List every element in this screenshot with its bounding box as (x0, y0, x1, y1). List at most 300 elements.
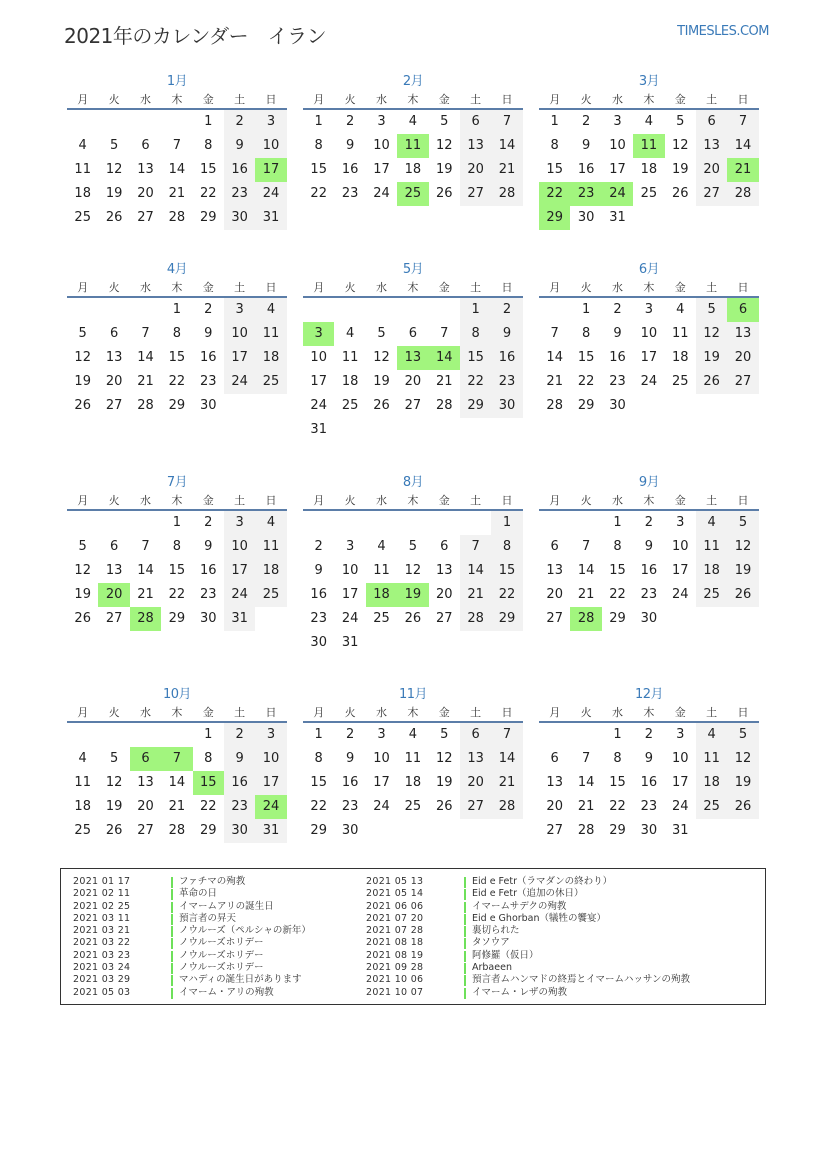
day-cell: 12 (727, 535, 758, 559)
day-cell: 20 (137, 186, 154, 201)
day-grid (303, 511, 523, 655)
month-calendar (303, 73, 523, 206)
day-cell: 29 (168, 611, 186, 626)
day-cell: 29 (609, 611, 626, 626)
day-cell: 4 (255, 298, 286, 322)
holiday-date: 2021 01 17 (73, 876, 131, 887)
day-cell: 31 (255, 819, 286, 843)
day-cell: 21 (460, 583, 491, 607)
holiday-date: 2021 10 07 (366, 986, 424, 998)
day-cell: 22 (491, 583, 522, 607)
weekday-label: 水 (375, 93, 387, 106)
day-cell: 19 (435, 162, 453, 177)
day-cell: 25 (696, 583, 727, 607)
day-cell: 31 (671, 823, 689, 838)
day-cell: 18 (255, 346, 286, 370)
day-cell: 17 (609, 162, 626, 177)
holiday-date: 2021 03 22 (73, 937, 131, 949)
day-cell: 5 (696, 298, 727, 322)
day-cell: 22 (168, 587, 186, 602)
day-cell: 26 (74, 398, 91, 413)
day-cell: 26 (373, 398, 390, 413)
weekday-label: 水 (375, 281, 387, 294)
day-cell: 9 (204, 539, 213, 554)
day-cell: 23 (341, 186, 359, 201)
day-cell: 7 (581, 751, 591, 766)
holiday-row (73, 987, 311, 999)
holiday-marker (171, 926, 173, 937)
day-cell: 31 (609, 210, 626, 225)
holiday-marker (171, 914, 173, 925)
day-grid (303, 723, 523, 843)
empty-cell (67, 511, 98, 535)
day-cell: 12 (727, 747, 758, 771)
day-cell: 6 (460, 723, 491, 747)
day-cell: 5 (727, 723, 758, 747)
weekday-label: 日 (501, 93, 513, 106)
day-cell: 22 (609, 587, 626, 602)
holiday-marker (464, 951, 466, 962)
day-cell: 10 (671, 751, 689, 766)
holiday-name: Arbaeen (472, 962, 512, 974)
day-cell: 30 (199, 398, 217, 413)
day-cell: 28 (727, 182, 758, 206)
day-cell: 17 (224, 346, 255, 370)
weekday-label: 木 (643, 281, 655, 294)
holiday-row (366, 962, 690, 974)
day-cell: 18 (404, 775, 422, 790)
day-cell: 5 (109, 138, 119, 153)
weekday-label: 日 (737, 706, 749, 719)
day-cell: 24 (640, 374, 658, 389)
weekday-label: 月 (549, 93, 561, 106)
day-cell: 31 (341, 635, 359, 650)
day-cell: 4 (345, 326, 355, 341)
weekday-label: 火 (580, 281, 592, 294)
day-cell: 12 (105, 162, 123, 177)
day-cell: 8 (581, 326, 591, 341)
day-cell: 14 (491, 134, 522, 158)
day-cell: 2 (314, 539, 323, 554)
weekday-label: 水 (611, 281, 623, 294)
day-cell: 30 (224, 206, 255, 230)
weekday-label: 月 (549, 706, 561, 719)
weekday-label: 日 (265, 281, 277, 294)
day-cell: 21 (137, 587, 154, 602)
day-cell: 15 (310, 775, 327, 790)
holiday-day-cell: 24 (255, 795, 286, 819)
weekday-label: 木 (407, 281, 419, 294)
day-cell: 27 (727, 370, 758, 394)
day-cell: 18 (696, 559, 727, 583)
day-cell: 27 (460, 182, 491, 206)
day-cell: 2 (345, 727, 355, 742)
day-cell: 10 (341, 563, 359, 578)
empty-cell (366, 511, 397, 535)
day-cell: 23 (199, 374, 217, 389)
holiday-date: 2021 02 25 (73, 900, 131, 912)
holiday-marker (171, 889, 173, 900)
day-cell: 2 (224, 110, 255, 134)
day-cell: 25 (74, 210, 91, 225)
holiday-name: ノウルーズホリデー (179, 962, 264, 974)
weekday-label: 金 (202, 706, 214, 719)
empty-cell (429, 511, 460, 535)
holiday-day-cell: 7 (161, 747, 192, 771)
day-cell: 16 (577, 162, 595, 177)
holiday-marker (464, 926, 466, 937)
weekday-header (303, 91, 523, 110)
day-cell: 29 (168, 398, 186, 413)
day-cell: 11 (696, 535, 727, 559)
day-cell: 13 (460, 134, 491, 158)
day-cell: 15 (199, 162, 217, 177)
day-cell: 26 (727, 795, 758, 819)
day-cell: 1 (204, 727, 213, 742)
day-cell: 16 (341, 775, 359, 790)
holiday-marker (464, 963, 466, 974)
day-cell: 8 (613, 539, 622, 554)
day-cell: 19 (74, 374, 91, 389)
day-cell: 12 (435, 751, 453, 766)
day-cell: 15 (577, 350, 595, 365)
holiday-day-cell: 29 (539, 206, 570, 230)
day-cell: 12 (696, 322, 727, 346)
weekday-label: 金 (202, 281, 214, 294)
holiday-day-cell: 11 (633, 134, 664, 158)
month-calendar (539, 686, 759, 843)
weekday-header (539, 704, 759, 723)
empty-cell (429, 298, 460, 322)
day-cell: 9 (491, 322, 522, 346)
day-cell: 14 (137, 563, 154, 578)
day-cell: 10 (640, 326, 658, 341)
day-cell: 29 (491, 607, 522, 631)
empty-cell (161, 110, 192, 134)
day-cell: 5 (109, 751, 119, 766)
holiday-row (366, 925, 690, 937)
day-cell: 23 (224, 795, 255, 819)
day-cell: 25 (255, 370, 286, 394)
day-cell: 18 (341, 374, 359, 389)
holiday-name: 預言者の昇天 (179, 912, 237, 924)
empty-cell (130, 723, 161, 747)
holiday-marker (464, 902, 466, 913)
empty-cell (570, 723, 601, 747)
day-cell: 17 (341, 587, 359, 602)
day-cell: 1 (314, 727, 323, 742)
month-name: 9月 (638, 475, 660, 490)
day-cell: 10 (373, 138, 390, 153)
weekday-header (539, 492, 759, 511)
day-cell: 27 (404, 398, 422, 413)
day-cell: 6 (109, 326, 119, 341)
holiday-name: Eid e Fetr（ラマダンの終わり） (472, 876, 613, 887)
holiday-day-cell: 20 (98, 583, 129, 607)
day-cell: 22 (199, 799, 217, 814)
month-name: 5月 (402, 262, 424, 277)
day-cell: 21 (546, 374, 563, 389)
weekday-label: 水 (611, 494, 623, 507)
day-cell: 16 (640, 563, 658, 578)
holiday-day-cell: 28 (570, 607, 601, 631)
day-cell: 28 (168, 823, 186, 838)
day-cell: 4 (408, 727, 417, 742)
weekday-label: 日 (501, 281, 513, 294)
day-cell: 17 (373, 775, 390, 790)
weekday-label: 火 (108, 494, 120, 507)
month-name: 12月 (634, 687, 664, 702)
day-cell: 25 (640, 186, 658, 201)
day-cell: 14 (546, 350, 563, 365)
holiday-day-cell: 22 (539, 182, 570, 206)
weekday-label: 火 (344, 706, 356, 719)
day-cell: 19 (727, 559, 758, 583)
day-cell: 8 (460, 322, 491, 346)
day-cell: 27 (696, 182, 727, 206)
day-cell: 25 (341, 398, 359, 413)
day-cell: 13 (137, 162, 154, 177)
day-cell: 16 (224, 771, 255, 795)
day-cell: 3 (676, 727, 685, 742)
day-cell: 26 (435, 186, 453, 201)
day-cell: 30 (224, 819, 255, 843)
weekday-label: 木 (643, 494, 655, 507)
day-cell: 7 (440, 326, 449, 341)
day-cell: 28 (546, 398, 563, 413)
day-cell: 15 (310, 162, 327, 177)
weekday-label: 水 (611, 706, 623, 719)
weekday-label: 土 (470, 706, 482, 719)
day-cell: 18 (255, 559, 286, 583)
day-cell: 3 (377, 727, 386, 742)
day-grid (303, 298, 523, 442)
day-cell: 6 (696, 110, 727, 134)
day-grid (67, 723, 287, 843)
day-cell: 17 (373, 162, 390, 177)
weekday-label: 火 (108, 93, 120, 106)
day-cell: 10 (224, 322, 255, 346)
day-cell: 14 (168, 162, 186, 177)
brand-logo[interactable]: TIMESLES.COM (677, 24, 769, 39)
day-grid (67, 298, 287, 418)
day-cell: 16 (341, 162, 359, 177)
day-cell: 23 (640, 799, 658, 814)
weekday-label: 木 (171, 281, 183, 294)
holiday-name: イマーム・レザの殉教 (472, 986, 568, 998)
weekday-label: 土 (234, 706, 246, 719)
month-name: 8月 (402, 475, 424, 490)
day-cell: 21 (577, 587, 595, 602)
holiday-date: 2021 03 23 (73, 949, 131, 961)
empty-cell (67, 723, 98, 747)
day-grid (539, 110, 759, 230)
day-grid (67, 110, 287, 230)
day-cell: 15 (609, 775, 626, 790)
weekday-label: 土 (470, 93, 482, 106)
day-cell: 2 (224, 723, 255, 747)
day-cell: 9 (581, 138, 591, 153)
day-cell: 13 (460, 747, 491, 771)
day-cell: 8 (314, 751, 323, 766)
day-cell: 21 (491, 158, 522, 182)
weekday-label: 月 (313, 93, 325, 106)
empty-cell (334, 298, 365, 322)
day-cell: 8 (172, 326, 181, 341)
weekday-label: 金 (438, 494, 450, 507)
day-cell: 9 (644, 751, 653, 766)
holiday-list-right (366, 876, 690, 999)
holiday-date: 2021 03 21 (73, 925, 131, 937)
day-cell: 1 (581, 302, 591, 317)
day-cell: 20 (105, 374, 123, 389)
day-cell: 25 (74, 823, 91, 838)
day-grid (539, 511, 759, 631)
day-cell: 13 (727, 322, 758, 346)
day-cell: 10 (373, 751, 390, 766)
weekday-label: 月 (549, 494, 561, 507)
day-cell: 14 (727, 134, 758, 158)
holiday-name: マハディの誕生日があります (179, 974, 302, 986)
holiday-marker (464, 914, 466, 925)
day-cell: 6 (109, 539, 119, 554)
day-cell: 10 (255, 134, 286, 158)
day-cell: 28 (435, 398, 453, 413)
day-cell: 7 (581, 539, 591, 554)
holiday-row (366, 913, 690, 925)
weekday-label: 水 (611, 93, 623, 106)
day-cell: 29 (577, 398, 595, 413)
weekday-label: 火 (344, 494, 356, 507)
day-cell: 12 (74, 563, 91, 578)
empty-cell (67, 110, 98, 134)
day-cell: 28 (137, 398, 154, 413)
holiday-row (366, 987, 690, 999)
day-cell: 28 (577, 823, 595, 838)
day-cell: 7 (491, 110, 522, 134)
weekday-label: 金 (438, 93, 450, 106)
day-cell: 21 (168, 186, 186, 201)
weekday-label: 金 (202, 93, 214, 106)
weekday-label: 木 (171, 706, 183, 719)
holiday-name: ノウルーズホリデー (179, 949, 264, 961)
weekday-label: 火 (344, 281, 356, 294)
day-cell: 12 (404, 563, 422, 578)
day-cell: 1 (613, 727, 622, 742)
day-cell: 17 (671, 775, 689, 790)
month-calendar (67, 261, 287, 418)
day-cell: 11 (696, 747, 727, 771)
day-cell: 18 (640, 162, 658, 177)
day-cell: 16 (640, 775, 658, 790)
weekday-label: 水 (139, 281, 151, 294)
day-cell: 27 (137, 210, 154, 225)
holiday-date: 2021 08 18 (366, 937, 424, 949)
empty-cell (98, 723, 129, 747)
weekday-label: 土 (706, 494, 718, 507)
empty-cell (539, 723, 570, 747)
day-cell: 1 (491, 511, 522, 535)
day-cell: 29 (460, 394, 491, 418)
day-cell: 13 (546, 563, 563, 578)
day-grid (539, 723, 759, 843)
holiday-name: Eid e Ghorban（犠牲の饗宴） (472, 912, 607, 924)
holiday-date: 2021 06 06 (366, 900, 424, 912)
month-calendar (303, 686, 523, 843)
day-cell: 27 (105, 611, 123, 626)
empty-cell (303, 511, 334, 535)
holiday-marker (171, 988, 173, 999)
holiday-name: イマームアリの誕生日 (179, 900, 274, 912)
month-name: 3月 (638, 74, 660, 89)
day-cell: 19 (373, 374, 390, 389)
holiday-marker (464, 988, 466, 999)
day-cell: 31 (224, 607, 255, 631)
weekday-label: 金 (674, 494, 686, 507)
day-cell: 27 (137, 823, 154, 838)
day-cell: 13 (546, 775, 563, 790)
weekday-label: 日 (265, 93, 277, 106)
weekday-header (303, 279, 523, 298)
day-cell: 24 (255, 182, 286, 206)
holiday-date: 2021 03 29 (73, 974, 131, 986)
weekday-label: 火 (108, 281, 120, 294)
day-cell: 26 (404, 611, 422, 626)
weekday-label: 月 (77, 93, 89, 106)
holiday-day-cell: 11 (397, 134, 428, 158)
day-cell: 2 (644, 727, 653, 742)
holiday-day-cell: 13 (397, 346, 428, 370)
day-cell: 27 (546, 823, 563, 838)
weekday-label: 木 (171, 494, 183, 507)
day-cell: 16 (224, 158, 255, 182)
holiday-marker (464, 975, 466, 986)
day-cell: 24 (224, 583, 255, 607)
holiday-day-cell: 24 (602, 182, 633, 206)
day-cell: 11 (671, 326, 689, 341)
weekday-label: 火 (580, 494, 592, 507)
day-cell: 12 (105, 775, 123, 790)
weekday-label: 土 (470, 281, 482, 294)
holiday-row (73, 888, 311, 900)
empty-cell (460, 511, 491, 535)
holiday-row (73, 901, 311, 913)
weekday-label: 日 (265, 494, 277, 507)
day-cell: 20 (137, 799, 154, 814)
day-cell: 25 (404, 799, 422, 814)
day-cell: 22 (199, 186, 217, 201)
day-cell: 17 (640, 350, 658, 365)
day-cell: 30 (577, 210, 595, 225)
holiday-day-cell: 23 (570, 182, 601, 206)
day-cell: 24 (671, 587, 689, 602)
day-cell: 7 (172, 138, 181, 153)
month-name: 2月 (402, 74, 424, 89)
weekday-label: 金 (674, 706, 686, 719)
day-cell: 30 (640, 611, 658, 626)
weekday-label: 月 (77, 706, 89, 719)
day-cell: 8 (613, 751, 622, 766)
weekday-label: 金 (202, 494, 214, 507)
day-cell: 15 (460, 346, 491, 370)
day-cell: 3 (255, 723, 286, 747)
empty-cell (334, 511, 365, 535)
holiday-date: 2021 05 03 (73, 986, 131, 998)
weekday-label: 日 (737, 494, 749, 507)
day-cell: 30 (609, 398, 626, 413)
holiday-date: 2021 02 11 (73, 888, 131, 900)
day-cell: 16 (609, 350, 626, 365)
